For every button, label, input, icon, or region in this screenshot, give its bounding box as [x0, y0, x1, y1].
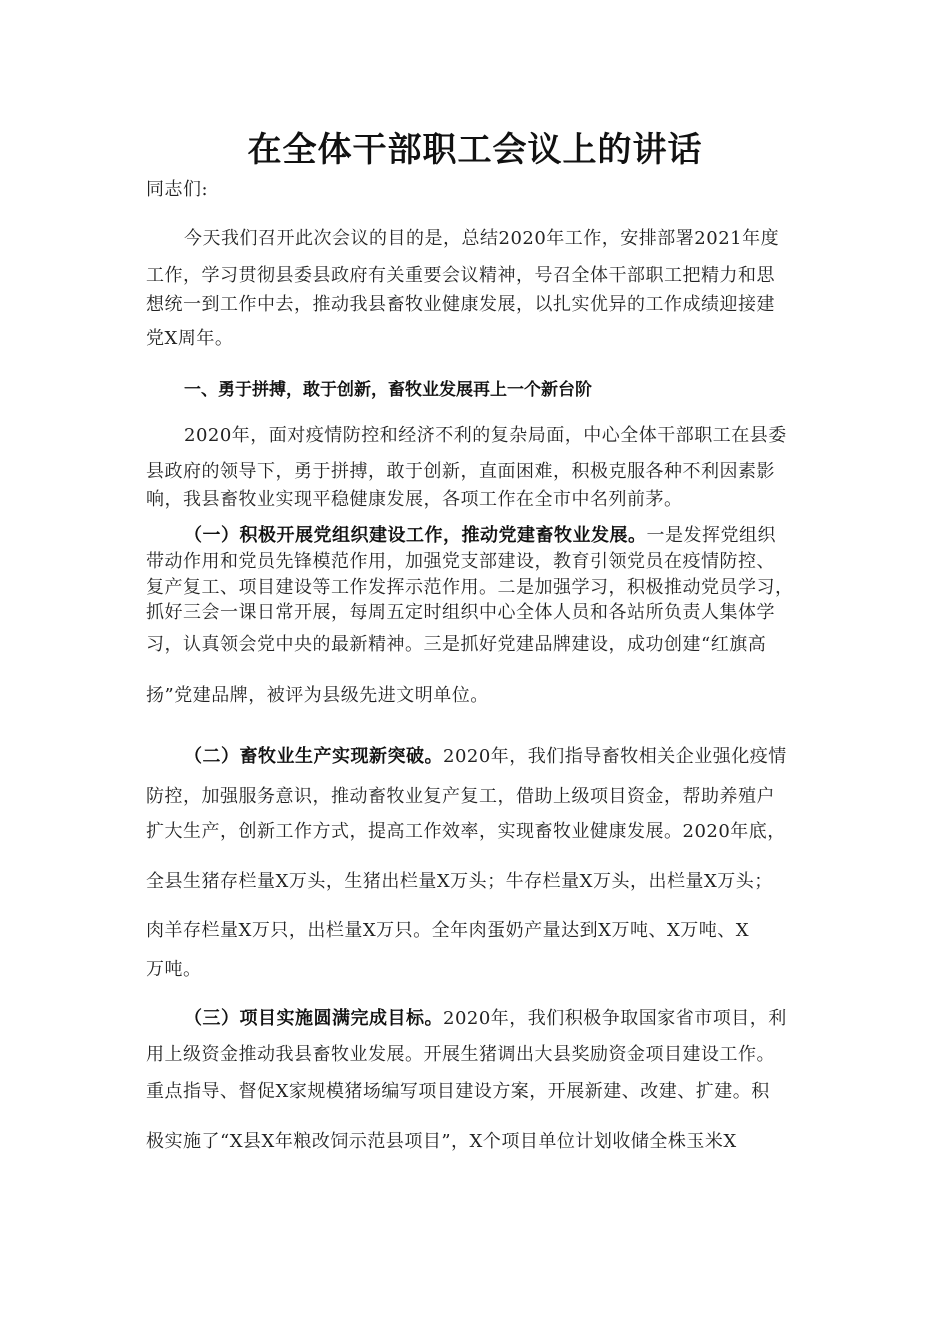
subsection-first-line [184, 524, 776, 548]
document-title: 在全体干部职工会议上的讲话 [247, 130, 703, 170]
subsection-line: 抓好三会一课日常开展，每周五定时组织中心全体人员和各站所负责人集体学 [146, 602, 775, 623]
subsection-text: 一是发挥党组织 [646, 525, 776, 546]
subsection-lead: （二）畜牧业生产实现新突破。 [184, 746, 443, 767]
subsection-line: 重点指导、督促X家规模猪场编写项目建设方案，开展新建、改建、扩建。积 [146, 1081, 770, 1102]
subsection-line: 肉羊存栏量X万只，出栏量X万只。全年肉蛋奶产量达到X万吨、X万吨、X [146, 920, 750, 941]
section-intro-line: 2020年，面对疫情防控和经济不利的复杂局面，中心全体干部职工在县委 [184, 425, 787, 446]
subsection-line: 带动作用和党员先锋模范作用，加强党支部建设，教育引领党员在疫情防控、 [146, 551, 775, 572]
subsection-line: 扬”党建品牌，被评为县级先进文明单位。 [146, 685, 489, 706]
subsection-line: 用上级资金推动我县畜牧业发展。开展生猪调出大县奖励资金项目建设工作。 [146, 1044, 775, 1065]
subsection-first-line [184, 745, 787, 769]
section-intro-line: 县政府的领导下，勇于拼搏，敢于创新，直面困难，积极克服各种不利因素影 [146, 461, 775, 482]
intro-line: 党X周年。 [146, 328, 234, 349]
subsection-line: 习，认真领会党中央的最新精神。三是抓好党建品牌建设，成功创建“红旗高 [146, 634, 767, 655]
section-intro-line: 响，我县畜牧业实现平稳健康发展，各项工作在全市中名列前茅。 [146, 489, 683, 510]
intro-line: 今天我们召开此次会议的目的是，总结2020年工作，安排部署2021年度 [184, 228, 780, 249]
subsection-lead: （一）积极开展党组织建设工作，推动党建畜牧业发展。 [184, 525, 647, 546]
subsection-line: 防控，加强服务意识，推动畜牧业复产复工，借助上级项目资金，帮助养殖户 [146, 786, 775, 807]
intro-line: 想统一到工作中去，推动我县畜牧业健康发展，以扎实优异的工作成绩迎接建 [146, 294, 775, 315]
subsection-line: 全县生猪存栏量X万头，生猪出栏量X万头；牛存栏量X万头，出栏量X万头； [146, 871, 773, 892]
subsection-line: 扩大生产，创新工作方式，提高工作效率，实现畜牧业健康发展。2020年底， [146, 821, 786, 842]
subsection-text: 2020年，我们指导畜牧相关企业强化疫情 [443, 746, 787, 767]
subsection-lead: （三）项目实施圆满完成目标。 [184, 1008, 443, 1029]
subsection-first-line [184, 1007, 787, 1031]
section-heading: 一、勇于拼搏，敢于创新，畜牧业发展再上一个新台阶 [184, 380, 592, 400]
intro-line: 工作，学习贯彻县委县政府有关重要会议精神，号召全体干部职工把精力和思 [146, 265, 775, 286]
subsection-text: 2020年，我们积极争取国家省市项目，利 [443, 1008, 787, 1029]
salutation: 同志们: [146, 179, 209, 200]
subsection-line: 复产复工、项目建设等工作发挥示范作用。二是加强学习，积极推动党员学习， [146, 577, 794, 598]
subsection-line: 极实施了“X县X年粮改饲示范县项目”，X个项目单位计划收储全株玉米X [146, 1131, 737, 1152]
subsection-line: 万吨。 [146, 959, 202, 980]
